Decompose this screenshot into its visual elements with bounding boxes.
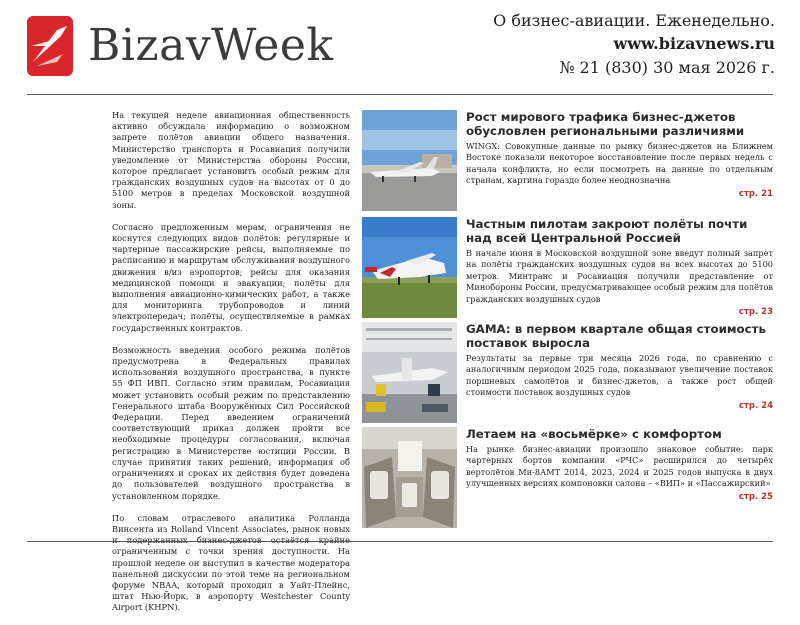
article-page-ref[interactable]: стр. 23 xyxy=(738,307,773,318)
main-article-paragraph: По словам отраслевого аналитика Ролланда Винсента из Rolland Vincent Associates, рынок новых ограниченным с точки зрения доступности. На прошлой неделе он выступил в качестве модератора панельной дискуссии по этой теме на региональном форуме NBAA, который проходил в Уайт-Плейнс, штат Нью-Йорк, в аэропорту Westchester County Airport (KHPN). xyxy=(112,512,350,613)
covered-aircraft-photo xyxy=(362,217,457,318)
brand-logo-icon xyxy=(27,16,73,76)
main-article xyxy=(112,110,350,625)
tagline: О бизнес-авиации. Еженедельно. xyxy=(493,11,775,30)
footer-divider xyxy=(27,541,773,542)
article-title[interactable]: GAMA: в первом квартале общая стоимость поставок выросла xyxy=(466,322,766,350)
article-summary: Результаты за первые три месяца 2026 года, по сравнению с аналогичным периодом 2025 года, показывают увеличение поставок поршневых самолётов и бизнес-джетов, а также рост общей стоимости поставок воздушных судов xyxy=(466,353,773,398)
article-title[interactable]: Летаем на «восьмёрке» с комфортом xyxy=(466,427,722,441)
main-article-paragraph: На текущей неделе авиационная общественность активно обсуждала информацию о возможном запрете полётов авиации общего назначения. Министерство транспорта и Росавиация получили уведомление от Министерства обороны России, которое предлагает установить особый режим для гражданских воздушных судов на высотах от 0 до 5100 метров в пределах Московской воздушной зоны. xyxy=(112,110,350,210)
article-summary: На рынке бизнес-авиации произошло знаковое событие: парк чартерных бортов компании «РЧС» расширился до четырёх вертолётов Ми-8АМТ 2014, 2023, 2024 и 2025 годов выпуска в двух улучшенных версиях компоновки салона – «ВИП» и «Пассажирский» xyxy=(466,444,773,489)
article-title[interactable]: Частным пилотам закроют полёты почти над всей Центральной Россией xyxy=(466,217,748,245)
issue-number: № 21 (830) 30 мая 2026 г. xyxy=(559,58,775,77)
hangar-production-photo xyxy=(362,322,457,423)
article-summary: WINGX: Совокупные данные по рынку бизнес-джетов на Ближнем Востоке показали некоторое восстановление после первых недель с начала конфликта, но если посмотреть на данные по отдельным странам, картина гораздо более неоднозначна xyxy=(466,141,773,186)
brand-name: BizavWeek xyxy=(88,20,334,71)
header-divider xyxy=(27,94,773,95)
site-link[interactable]: www.bizavnews.ru xyxy=(613,34,775,53)
helicopter-cabin-photo xyxy=(362,427,457,528)
article-summary: В начале июня в Московской воздушной зоне введут полный запрет на полёты гражданских воздушных судов на всех высотах до 5100 метров. Минтранс и Росавиация получили представление от Минобороны России, предусматривающее особый режим для полётов гражданских воздушных судов xyxy=(466,248,773,304)
main-article-paragraph: Возможность введения особого режима полётов предусмотрена в Федеральных правилах использования воздушного пространства, в пункте 55 ФП ИВП. Согласно этим правилам, Росавиация может установить особый режим по представлению Генерального штаба Вооружённых Сил Российской Федерации. Перед введением ограничений соответствующий приказ должен пройти все необходимые процедуры согласования, включая регистрацию в Министерстве юстиции России. В случае принятия таких решений, информация об ограничениях и сроках их действия будет доведена до пользователей воздушного пространства в установленном порядке. xyxy=(112,344,350,501)
masthead-info xyxy=(493,10,775,80)
business-jet-photo xyxy=(362,110,457,211)
main-article-paragraph: Согласно предложенным мерам, ограничения не коснутся следующих видов полётов: регулярные и чартерные пассажирские рейсы, выполняемые по расписанию и маршрутам обслуживания воздушного движения в/из аэропортов; рейсы для оказания медицинской помощи и эвакуации; полёты для выполнения авиационно-химических работ, а также для мониторинга трубопроводов и линий электропередач; полёты, осуществляемые в рамках государственных контрактов. xyxy=(112,221,350,333)
article-title[interactable]: Рост мирового трафика бизнес-джетов обусловлен региональными различиями xyxy=(466,110,745,138)
article-page-ref[interactable]: стр. 24 xyxy=(738,400,773,411)
article-page-ref[interactable]: стр. 25 xyxy=(738,491,773,502)
article-page-ref[interactable]: стр. 21 xyxy=(738,188,773,199)
